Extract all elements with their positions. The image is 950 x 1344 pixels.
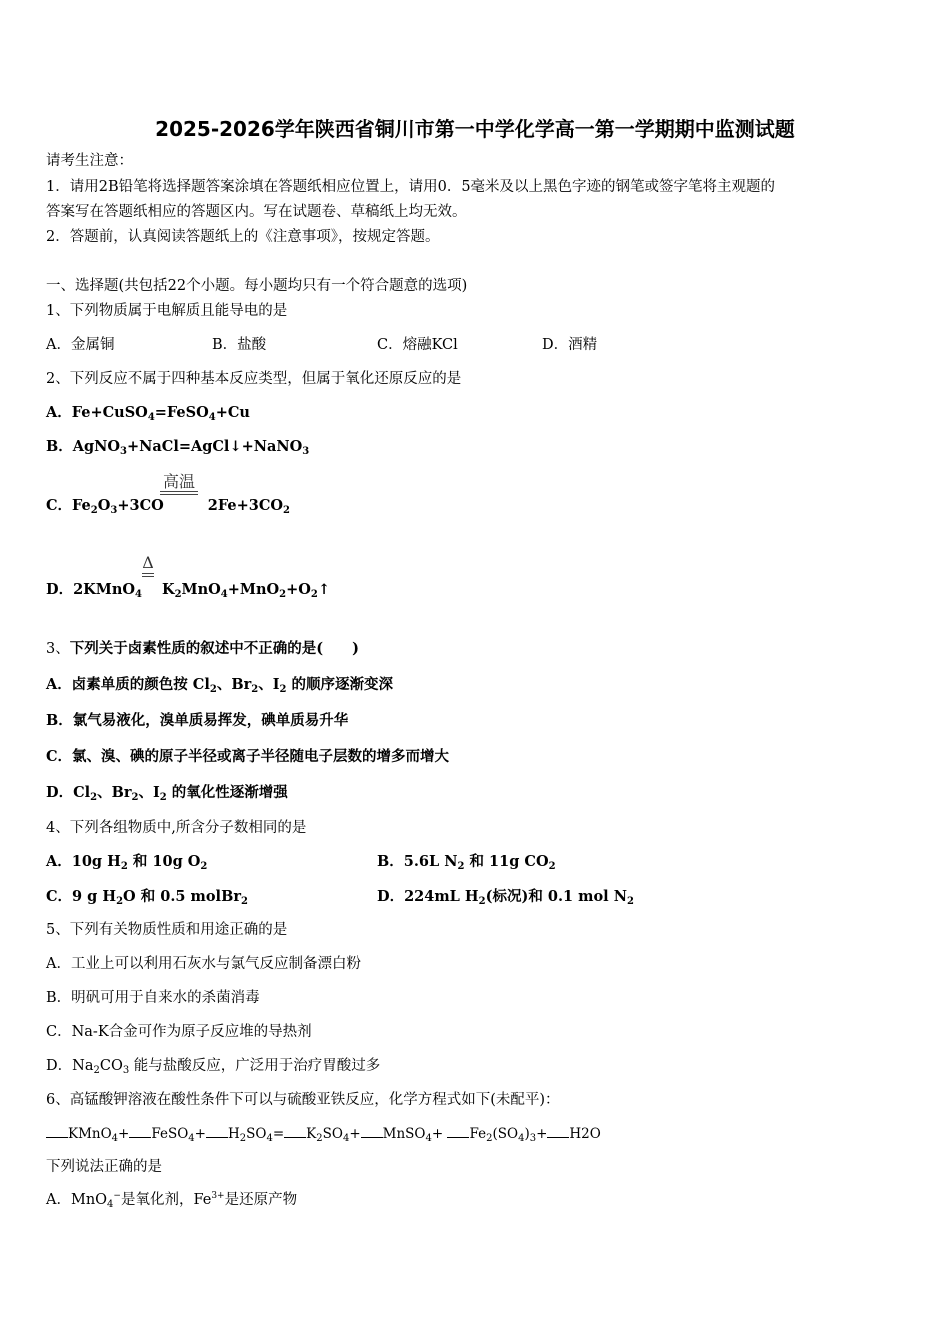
- question-4-option-a: A．10g $H_2$ 和 10g $O_2$: [46, 853, 208, 872]
- question-1-stem: 1、下列物质属于电解质且能导电的是: [46, 303, 288, 319]
- question-3-stem: 3、下列关于卤素性质的叙述中不正确的是( ): [46, 640, 359, 657]
- question-4-option-d: D．224mL $H_2$(标况)和 0.1 mol $N_2$: [377, 888, 634, 907]
- condition-high-temperature: 高温: [162, 472, 195, 491]
- question-4-stem: 4、下列各组物质中,所含分子数相同的是: [46, 820, 307, 836]
- notice-item-1-line-1: 1．请用2B铅笔将选择题答案涂填在答题纸相应位置上，请用0．5毫米及以上黑色字迹的钢笔或签字笔将主观题的: [46, 179, 776, 195]
- question-5-option-c: C．Na-K合金可作为原子反应堆的导热剂: [46, 1024, 312, 1040]
- question-2-stem: 2、下列反应不属于四种基本反应类型，但属于氧化还原反应的是: [46, 371, 462, 387]
- section-heading: 一、选择题(共包括22个小题。每小题均只有一个符合题意的选项): [46, 278, 468, 294]
- question-1-option-c: C．熔融KCl: [377, 337, 458, 353]
- notice-heading: 请考生注意：: [46, 153, 133, 169]
- condition-heating: Δ: [142, 553, 154, 572]
- question-5-option-d: D．$Na_2CO_3$ 能与盐酸反应，广泛用于治疗胃酸过多: [46, 1058, 381, 1076]
- question-1-option-a: A．金属铜: [46, 337, 115, 353]
- question-5-option-b: B．明矾可用于自来水的杀菌消毒: [46, 990, 260, 1006]
- question-3-option-a: A．卤素单质的颜色按 $Cl_2$、$Br_2$、$I_2$ 的顺序逐渐变深: [46, 676, 394, 695]
- question-5-stem: 5、下列有关物质性质和用途正确的是: [46, 922, 288, 938]
- question-3-option-c: C．氯、溴、碘的原子半径或离子半径随电子层数的增多而增大: [46, 748, 450, 765]
- question-6-prompt: 下列说法正确的是: [46, 1159, 162, 1175]
- question-4-option-c: C．9 g $H_2O$ 和 0.5 molBr$_2$: [46, 888, 248, 907]
- question-4-option-b: B．5.6L $N_2$ 和 11g $CO_2$: [377, 853, 556, 872]
- question-2-option-b: B．AgNO$_3$+NaCl=AgCl↓+NaNO$_3$: [46, 438, 310, 457]
- question-1-option-b: B．盐酸: [212, 337, 267, 353]
- notice-item-2: 2．答题前，认真阅读答题纸上的《注意事项》，按规定答题。: [46, 229, 440, 245]
- question-2-option-d: D．2KMnO$_4$ $K_2MnO_4+MnO_2+O_2↑$: [46, 581, 330, 600]
- question-6-option-a: A．MnO$_4$−是氧化剂，$Fe^{3+}$是还原产物: [46, 1191, 298, 1210]
- equals-sign-line: [160, 491, 198, 495]
- question-6-stem: 6、高锰酸钾溶液在酸性条件下可以与硫酸亚铁反应，化学方程式如下(未配平)：: [46, 1092, 560, 1108]
- equals-sign-line: [142, 573, 154, 577]
- question-1-option-d: D．酒精: [542, 337, 598, 353]
- question-6-equation: KMnO$_4$+ FeSO$_4$+ $H_2SO_4= K_2SO_4+$ MnSO$_4$+ $Fe_2(SO_4)_3+ H2O$: [46, 1124, 601, 1146]
- question-2-option-a: A．Fe+CuSO$_4$=FeSO$_4$+Cu: [46, 404, 250, 423]
- question-3-option-d: D．$Cl_2$、$Br_2$、$I_2$ 的氧化性逐渐增强: [46, 784, 288, 803]
- question-2-option-c: C．$Fe_2O_3+3CO$ $2Fe+3CO_2$: [46, 497, 290, 516]
- question-3-option-b: B．氯气易液化，溴单质易挥发，碘单质易升华: [46, 712, 349, 729]
- question-5-option-a: A．工业上可以利用石灰水与氯气反应制备漂白粉: [46, 956, 361, 972]
- page-title: 2025-2026学年陕西省铜川市第一中学化学高一第一学期期中监测试题: [155, 117, 795, 141]
- notice-item-1-line-2: 答案写在答题纸相应的答题区内。写在试题卷、草稿纸上均无效。: [46, 204, 467, 220]
